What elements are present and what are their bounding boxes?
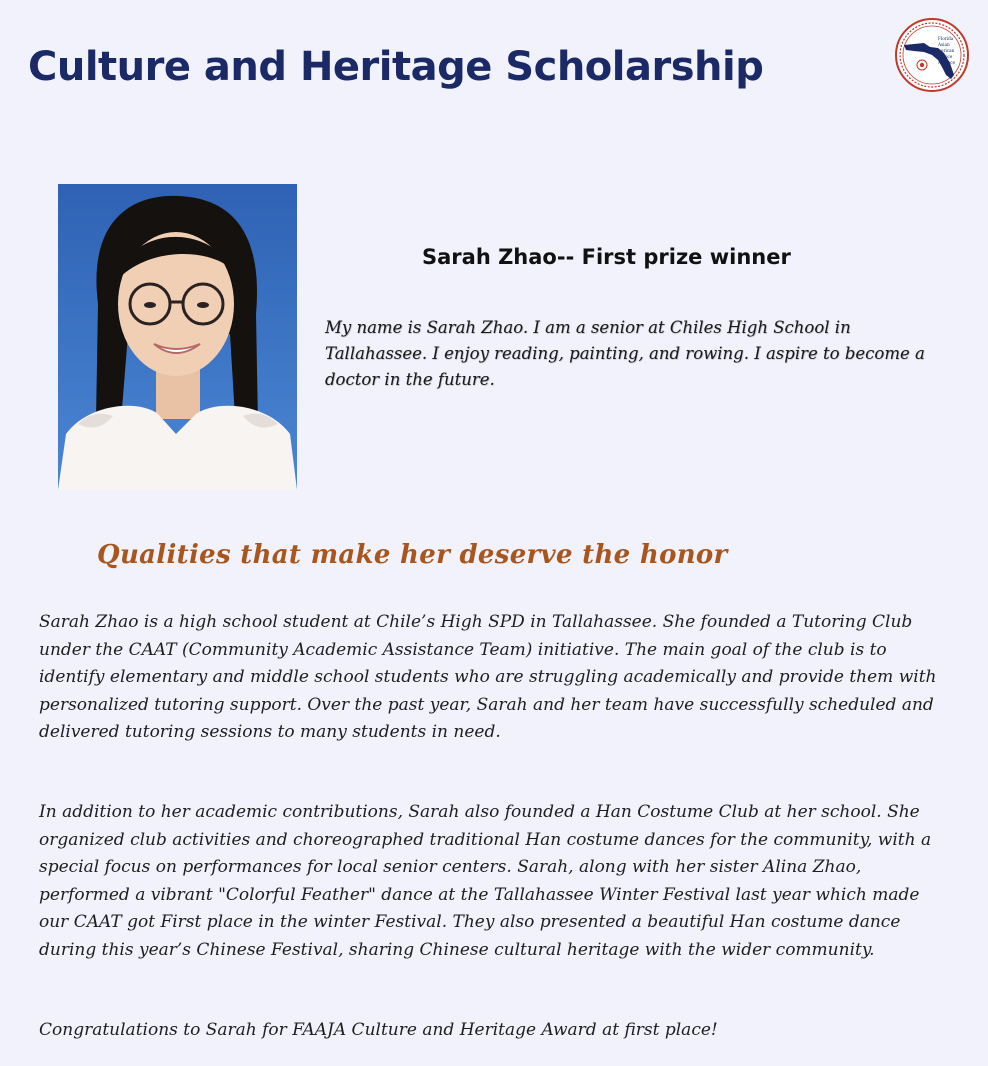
portrait-icon: [58, 184, 297, 490]
page-title: Culture and Heritage Scholarship: [28, 44, 764, 90]
logo-line-5: Alliance: [938, 60, 956, 65]
winner-photo: [58, 184, 297, 490]
organization-logo: [894, 17, 970, 93]
winner-heading: Sarah Zhao-- First prize winner: [422, 245, 791, 269]
qualities-paragraph-1: Sarah Zhao is a high school student at Chile’s High SPD in Tallahassee. She founded a Tutoring Club under the CAAT (Community Academic Assistance Team) initiative. The main goal of the club is to identify elementary and middle school students who are struggling academically and provide them with personalized tutoring support. Over the past year, Sarah and her team have successfully scheduled and delivered tutoring sessions to many students in need.: [39, 612, 937, 742]
qualities-heading: Qualities that make her deserve the honor: [97, 540, 728, 570]
logo-line-2: Asian: [938, 42, 950, 47]
logo-line-4: Justice: [938, 54, 953, 59]
logo-line-3: American: [934, 48, 955, 53]
logo-line-1: Florida: [938, 36, 954, 41]
winner-bio: My name is Sarah Zhao. I am a senior at Chiles High School in Tallahassee. I enjoy reading, painting, and rowing. I aspire to become a doctor in the future.: [325, 318, 925, 389]
logo-emblem-icon: [894, 17, 970, 93]
qualities-paragraph-2: In addition to her academic contributions, Sarah also founded a Han Costume Club at her school. She organized club activities and choreographed traditional Han costume dances for the community, with a special focus on performances for local senior centers. Sarah, along with her sister Alina Zhao, performed a vibrant "Colorful Feather" dance at the Tallahassee Winter Festival last year which made our CAAT got First place in the winter Festival. They also presented a beautiful Han costume dance during this year’s Chinese Festival, sharing Chinese cultural heritage with the wider community.: [39, 802, 932, 960]
congratulations-paragraph: Congratulations to Sarah for FAAJA Culture and Heritage Award at first place!: [39, 1020, 718, 1040]
